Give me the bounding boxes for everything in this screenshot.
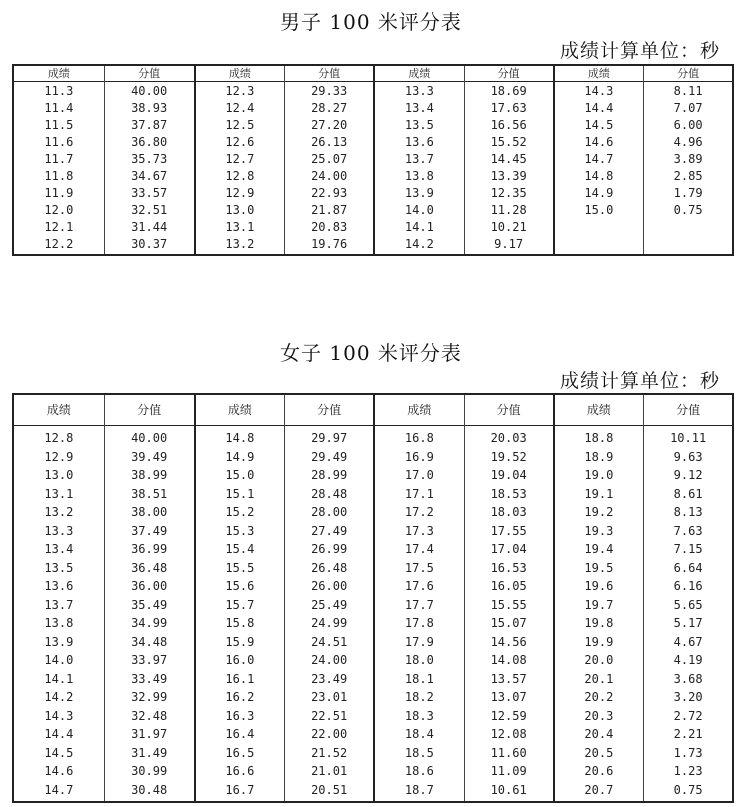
score-cell: 18.7 (404, 782, 434, 797)
points-cell: 28.48 (311, 486, 348, 501)
score-cell: 14.6 (44, 764, 74, 778)
score-cell: 17.7 (404, 597, 434, 612)
score-cell: 11.5 (44, 118, 74, 132)
points-cell: 1.73 (673, 745, 703, 760)
score-cell: 14.9 (225, 449, 255, 464)
points-cell: 38.93 (131, 101, 168, 115)
score-cell: 13.7 (404, 152, 434, 166)
score-cell: 13.4 (404, 101, 434, 115)
points-cell: 16.56 (490, 118, 527, 132)
points-cell: 2.72 (673, 708, 703, 723)
score-cell: 19.6 (584, 579, 614, 593)
points-cell: 27.20 (311, 118, 348, 132)
score-header: 成绩 (196, 395, 285, 426)
points-cell: 24.00 (311, 653, 348, 667)
score-cell: 16.4 (225, 727, 255, 741)
score-cell: 14.3 (44, 708, 74, 723)
score-cell: 13.8 (404, 169, 434, 183)
score-cell: 11.7 (44, 152, 74, 166)
column-group (194, 66, 374, 254)
score-column (555, 395, 644, 801)
points-cell: 27.49 (311, 523, 348, 538)
score-column (14, 66, 104, 254)
score-cell: 19.9 (584, 634, 614, 649)
points-cell: 33.97 (131, 653, 168, 667)
score-cell: 18.9 (584, 449, 614, 464)
score-cell: 16.2 (225, 690, 255, 704)
score-cell: 13.9 (404, 186, 434, 200)
score-cell: 14.0 (404, 203, 434, 217)
score-cell: 14.9 (584, 186, 614, 200)
points-cell: 22.00 (311, 727, 348, 741)
points-cell: 34.48 (131, 634, 168, 649)
points-cell: 29.49 (311, 449, 348, 464)
score-cell: 19.4 (584, 542, 614, 556)
points-cell: 38.00 (131, 505, 168, 519)
points-cell: 23.01 (311, 690, 348, 704)
score-cell: 15.9 (225, 634, 255, 649)
points-cell: 16.05 (490, 579, 527, 593)
points-cell: 21.52 (311, 745, 348, 760)
points-cell: 9.12 (673, 468, 703, 482)
points-cell: 9.63 (673, 449, 703, 464)
score-cell: 20.7 (584, 782, 614, 797)
points-cell: 38.99 (131, 468, 168, 482)
points-header: 分值 (644, 395, 732, 426)
points-cell: 40.00 (131, 431, 168, 445)
score-cell: 17.9 (404, 634, 434, 649)
points-cell: 13.07 (490, 690, 527, 704)
score-cell: 16.9 (404, 449, 434, 464)
score-cell: 20.5 (584, 745, 614, 760)
score-cell: 19.0 (584, 468, 614, 482)
score-cell: 14.7 (584, 152, 614, 166)
points-cell: 36.99 (131, 542, 168, 556)
points-column (643, 395, 732, 801)
points-cell: 6.64 (673, 560, 703, 575)
points-cell: 24.51 (311, 634, 348, 649)
score-cell: 14.5 (584, 118, 614, 132)
score-cell: 18.1 (404, 671, 434, 686)
points-cell: 25.49 (311, 597, 348, 612)
points-cell: 16.53 (490, 560, 527, 575)
points-header: 分值 (105, 66, 194, 82)
score-cell: 20.2 (584, 690, 614, 704)
points-cell: 19.76 (311, 237, 348, 251)
points-cell: 2.85 (673, 169, 703, 183)
points-cell: 11.60 (490, 745, 527, 760)
score-cell: 15.4 (225, 542, 255, 556)
score-cell: 16.3 (225, 708, 255, 723)
points-cell: 25.07 (311, 152, 348, 166)
points-cell: 18.53 (490, 486, 527, 501)
points-cell: 7.63 (673, 523, 703, 538)
points-cell: 6.00 (673, 118, 703, 132)
points-cell: 15.55 (490, 597, 527, 612)
score-cell: 15.3 (225, 523, 255, 538)
points-cell: 36.00 (131, 579, 168, 593)
points-cell: 39.49 (131, 449, 168, 464)
score-cell: 12.6 (225, 135, 255, 149)
score-cell: 15.7 (225, 597, 255, 612)
score-cell: 14.0 (44, 653, 74, 667)
points-cell: 19.52 (490, 449, 527, 464)
column-group (553, 66, 733, 254)
score-cell: 20.1 (584, 671, 614, 686)
points-cell: 26.00 (311, 579, 348, 593)
women-unit-label: 成绩计算单位：秒 (559, 370, 720, 392)
points-cell: 30.37 (131, 237, 168, 251)
women-table-title: 女子 100 米评分表 (280, 341, 462, 365)
points-column (643, 66, 732, 254)
score-cell: 12.2 (44, 237, 74, 251)
points-cell: 14.08 (490, 653, 527, 667)
points-cell: 26.99 (311, 542, 348, 556)
score-column (555, 66, 644, 254)
score-cell: 18.5 (404, 745, 434, 760)
points-cell: 8.61 (673, 486, 703, 501)
score-cell: 13.5 (44, 560, 74, 575)
score-cell: 16.1 (225, 671, 255, 686)
score-cell: 13.2 (225, 237, 255, 251)
score-cell: 13.5 (404, 118, 434, 132)
points-cell: 34.67 (131, 169, 168, 183)
points-header: 分值 (285, 395, 373, 426)
score-cell: 18.2 (404, 690, 434, 704)
score-cell: 18.6 (404, 764, 434, 778)
score-cell: 16.6 (225, 764, 255, 778)
points-cell: 11.09 (490, 764, 527, 778)
points-cell: 7.07 (673, 101, 703, 115)
score-cell: 12.8 (44, 431, 74, 445)
score-cell: 12.5 (225, 118, 255, 132)
score-cell: 18.3 (404, 708, 434, 723)
points-cell: 20.83 (311, 220, 348, 234)
points-cell: 26.13 (311, 135, 348, 149)
points-cell: 18.03 (490, 505, 527, 519)
score-cell: 13.0 (225, 203, 255, 217)
score-cell: 15.0 (225, 468, 255, 482)
score-cell: 12.7 (225, 152, 255, 166)
points-cell: 12.08 (490, 727, 527, 741)
points-cell: 20.03 (490, 431, 527, 445)
men-unit-label: 成绩计算单位：秒 (559, 40, 720, 62)
score-cell: 15.2 (225, 505, 255, 519)
points-cell: 0.75 (673, 203, 703, 217)
points-cell: 14.45 (490, 152, 527, 166)
points-cell: 4.67 (673, 634, 703, 649)
score-header: 成绩 (375, 395, 464, 426)
points-cell: 3.89 (673, 152, 703, 166)
points-cell: 9.17 (494, 237, 524, 251)
column-group (373, 395, 553, 801)
points-header: 分值 (285, 66, 373, 82)
column-group (194, 395, 374, 801)
score-cell: 17.8 (404, 616, 434, 630)
points-cell: 37.87 (131, 118, 168, 132)
score-cell: 13.2 (44, 505, 74, 519)
points-cell: 19.04 (490, 468, 527, 482)
score-cell: 13.9 (44, 634, 74, 649)
score-cell: 16.5 (225, 745, 255, 760)
points-cell: 35.73 (131, 152, 168, 166)
score-cell: 14.4 (44, 727, 74, 741)
score-cell: 18.8 (584, 431, 614, 445)
score-column (375, 66, 464, 254)
points-cell: 21.01 (311, 764, 348, 778)
points-column (104, 66, 194, 254)
points-column (284, 66, 373, 254)
points-cell: 35.49 (131, 597, 168, 612)
column-group (553, 395, 733, 801)
score-cell: 12.1 (44, 220, 74, 234)
points-cell: 14.56 (490, 634, 527, 649)
points-cell: 29.33 (311, 84, 348, 98)
score-cell: 17.1 (404, 486, 434, 501)
score-cell: 19.3 (584, 523, 614, 538)
points-cell: 13.57 (490, 671, 527, 686)
score-cell: 15.6 (225, 579, 255, 593)
points-cell: 5.65 (673, 597, 703, 612)
score-cell: 17.0 (404, 468, 434, 482)
points-cell: 5.17 (673, 616, 703, 630)
score-cell: 15.1 (225, 486, 255, 501)
score-cell: 12.4 (225, 101, 255, 115)
score-cell: 12.9 (225, 186, 255, 200)
points-column (284, 395, 373, 801)
score-cell: 17.2 (404, 505, 434, 519)
points-cell: 36.48 (131, 560, 168, 575)
points-cell: 3.68 (673, 671, 703, 686)
points-cell: 15.07 (490, 616, 527, 630)
score-cell: 13.7 (44, 597, 74, 612)
score-cell: 14.7 (44, 782, 74, 797)
score-cell: 13.8 (44, 616, 74, 630)
points-cell: 4.19 (673, 653, 703, 667)
score-cell: 14.1 (404, 220, 434, 234)
score-cell: 14.2 (44, 690, 74, 704)
points-header: 分值 (465, 66, 553, 82)
score-cell: 16.7 (225, 782, 255, 797)
score-header: 成绩 (14, 395, 104, 426)
column-group (14, 66, 194, 254)
points-cell: 8.11 (673, 84, 703, 98)
score-cell: 15.0 (584, 203, 614, 217)
points-cell: 31.49 (131, 745, 168, 760)
points-cell: 40.00 (131, 84, 168, 98)
score-cell: 17.4 (404, 542, 434, 556)
points-cell: 31.44 (131, 220, 168, 234)
points-cell: 17.04 (490, 542, 527, 556)
points-cell: 17.63 (490, 101, 527, 115)
score-cell: 16.8 (404, 431, 434, 445)
score-cell: 11.4 (44, 101, 74, 115)
score-cell: 20.3 (584, 708, 614, 723)
points-column (464, 66, 553, 254)
score-cell: 19.5 (584, 560, 614, 575)
score-cell: 13.4 (44, 542, 74, 556)
points-cell: 15.52 (490, 135, 527, 149)
points-column (464, 395, 553, 801)
score-header: 成绩 (555, 66, 644, 82)
points-cell: 12.59 (490, 708, 527, 723)
points-cell: 28.00 (311, 505, 348, 519)
score-column (375, 395, 464, 801)
score-cell: 13.3 (404, 84, 434, 98)
score-cell: 13.6 (404, 135, 434, 149)
score-cell: 19.7 (584, 597, 614, 612)
score-cell: 13.1 (225, 220, 255, 234)
points-cell: 28.27 (311, 101, 348, 115)
score-column (196, 66, 285, 254)
points-cell: 26.48 (311, 560, 348, 575)
points-cell: 32.51 (131, 203, 168, 217)
points-header: 分值 (465, 395, 553, 426)
points-cell: 0.75 (673, 782, 703, 797)
points-cell: 4.96 (673, 135, 703, 149)
points-cell: 34.99 (131, 616, 168, 630)
points-cell: 2.21 (673, 727, 703, 741)
score-cell: 14.8 (225, 431, 255, 445)
points-cell: 28.99 (311, 468, 348, 482)
score-cell: 14.4 (584, 101, 614, 115)
points-cell: 23.49 (311, 671, 348, 686)
score-cell: 19.8 (584, 616, 614, 630)
score-header: 成绩 (555, 395, 644, 426)
score-cell: 17.6 (404, 579, 434, 593)
score-column (14, 395, 104, 801)
points-cell: 10.21 (490, 220, 527, 234)
score-cell: 14.1 (44, 671, 74, 686)
score-cell: 12.8 (225, 169, 255, 183)
column-group (14, 395, 194, 801)
score-cell: 14.8 (584, 169, 614, 183)
score-cell: 12.9 (44, 449, 74, 464)
score-cell: 15.8 (225, 616, 255, 630)
score-cell: 13.6 (44, 579, 74, 593)
score-cell: 20.0 (584, 653, 614, 667)
points-cell: 3.20 (673, 690, 703, 704)
points-cell: 24.00 (311, 169, 348, 183)
points-cell: 22.93 (311, 186, 348, 200)
score-cell: 19.2 (584, 505, 614, 519)
points-cell: 33.57 (131, 186, 168, 200)
points-cell: 10.61 (490, 782, 527, 797)
points-header: 分值 (105, 395, 194, 426)
score-cell: 18.4 (404, 727, 434, 741)
points-cell: 1.79 (673, 186, 703, 200)
points-cell: 32.99 (131, 690, 168, 704)
points-cell: 10.11 (670, 431, 707, 445)
points-cell: 7.15 (673, 542, 703, 556)
points-cell: 30.48 (131, 782, 168, 797)
score-header: 成绩 (375, 66, 464, 82)
points-cell: 38.51 (131, 486, 168, 501)
points-cell: 36.80 (131, 135, 168, 149)
points-cell: 22.51 (311, 708, 348, 723)
score-cell: 14.5 (44, 745, 74, 760)
score-cell: 15.5 (225, 560, 255, 575)
score-cell: 17.5 (404, 560, 434, 575)
score-cell: 17.3 (404, 523, 434, 538)
points-cell: 24.99 (311, 616, 348, 630)
women-score-table (12, 393, 734, 803)
score-cell: 13.3 (44, 523, 74, 538)
column-group (373, 66, 553, 254)
points-cell: 21.87 (311, 203, 348, 217)
points-cell: 12.35 (490, 186, 527, 200)
score-cell: 12.3 (225, 84, 255, 98)
score-column (196, 395, 285, 801)
score-cell: 14.3 (584, 84, 614, 98)
score-cell: 14.6 (584, 135, 614, 149)
points-cell: 31.97 (131, 727, 168, 741)
points-cell: 11.28 (490, 203, 527, 217)
score-cell: 12.0 (44, 203, 74, 217)
points-cell: 18.69 (490, 84, 527, 98)
score-cell: 19.1 (584, 486, 614, 501)
points-cell: 13.39 (490, 169, 527, 183)
men-score-table (12, 64, 734, 256)
score-cell: 18.0 (404, 653, 434, 667)
points-header: 分值 (644, 66, 732, 82)
points-column (104, 395, 194, 801)
points-cell: 37.49 (131, 523, 168, 538)
points-cell: 6.16 (673, 579, 703, 593)
score-cell: 13.1 (44, 486, 74, 501)
points-cell: 33.49 (131, 671, 168, 686)
score-cell: 20.6 (584, 764, 614, 778)
score-cell: 20.4 (584, 727, 614, 741)
score-cell: 11.9 (44, 186, 74, 200)
score-header: 成绩 (196, 66, 285, 82)
points-cell: 8.13 (673, 505, 703, 519)
points-cell: 30.99 (131, 764, 168, 778)
score-cell: 11.6 (44, 135, 74, 149)
score-cell: 13.0 (44, 468, 74, 482)
points-cell: 17.55 (490, 523, 527, 538)
score-cell: 11.8 (44, 169, 74, 183)
score-cell: 16.0 (225, 653, 255, 667)
score-cell: 14.2 (404, 237, 434, 251)
points-cell: 20.51 (311, 782, 348, 797)
points-cell: 29.97 (311, 431, 348, 445)
score-cell: 11.3 (44, 84, 74, 98)
points-cell: 1.23 (673, 764, 703, 778)
score-header: 成绩 (14, 66, 104, 82)
men-table-title: 男子 100 米评分表 (280, 10, 462, 34)
points-cell: 32.48 (131, 708, 168, 723)
